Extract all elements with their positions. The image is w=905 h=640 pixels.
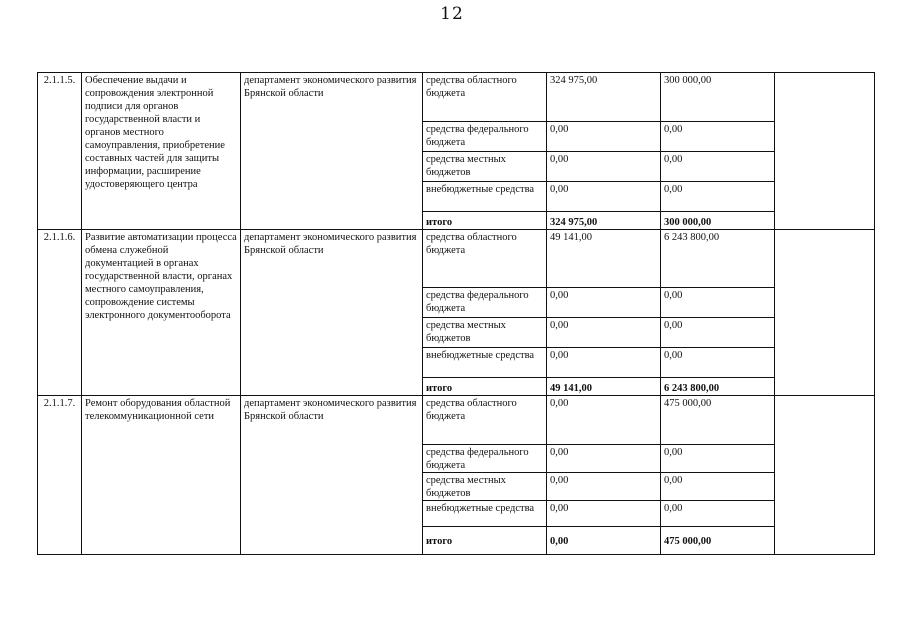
item-executor: департамент экономического развития Брянской области (241, 230, 423, 396)
amount-1: 0,00 (547, 396, 661, 445)
amount-1: 0,00 (547, 182, 661, 212)
total-label: итого (423, 212, 547, 230)
total-amount-1: 324 975,00 (547, 212, 661, 230)
table-row (38, 396, 875, 445)
amount-1: 0,00 (547, 318, 661, 348)
page-number: 12 (440, 4, 464, 24)
amount-2: 0,00 (661, 122, 775, 152)
item-name: Развитие автоматизации процесса обмена служебной документацией в органах государственной власти, органах местного самоуправления, сопровождение системы электронного документооборота (82, 230, 241, 396)
total-amount-2: 475 000,00 (661, 527, 775, 555)
funding-source: средства федерального бюджета (423, 288, 547, 318)
funding-source: внебюджетные средства (423, 348, 547, 378)
funding-source: средства местных бюджетов (423, 152, 547, 182)
item-name: Ремонт оборудования областной телекоммуникационной сети (82, 396, 241, 555)
amount-2: 6 243 800,00 (661, 230, 775, 288)
amount-1: 324 975,00 (547, 73, 661, 122)
funding-source: средства местных бюджетов (423, 473, 547, 501)
table-row (38, 230, 875, 288)
empty-cell (775, 230, 875, 396)
amount-1: 0,00 (547, 473, 661, 501)
funding-source: внебюджетные средства (423, 182, 547, 212)
funding-source: средства федерального бюджета (423, 122, 547, 152)
funding-source: средства федерального бюджета (423, 445, 547, 473)
amount-2: 0,00 (661, 473, 775, 501)
item-code: 2.1.1.5. (38, 73, 82, 230)
item-name: Обеспечение выдачи и сопровождения электронной подписи для органов государственной власти и органов местного самоуправления, приобретение составных частей для защиты информации, расширение удостоверяющего центра (82, 73, 241, 230)
total-amount-2: 6 243 800,00 (661, 378, 775, 396)
amount-1: 0,00 (547, 288, 661, 318)
table-row (38, 73, 875, 122)
item-code: 2.1.1.7. (38, 396, 82, 555)
funding-source: средства областного бюджета (423, 73, 547, 122)
item-executor: департамент экономического развития Брянской области (241, 73, 423, 230)
amount-2: 475 000,00 (661, 396, 775, 445)
amount-2: 300 000,00 (661, 73, 775, 122)
empty-cell (775, 396, 875, 555)
amount-2: 0,00 (661, 288, 775, 318)
item-code: 2.1.1.6. (38, 230, 82, 396)
amount-1: 0,00 (547, 152, 661, 182)
total-amount-1: 49 141,00 (547, 378, 661, 396)
amount-1: 0,00 (547, 501, 661, 527)
amount-1: 0,00 (547, 348, 661, 378)
total-label: итого (423, 527, 547, 555)
funding-source: внебюджетные средства (423, 501, 547, 527)
total-amount-1: 0,00 (547, 527, 661, 555)
amount-1: 49 141,00 (547, 230, 661, 288)
amount-2: 0,00 (661, 445, 775, 473)
total-label: итого (423, 378, 547, 396)
amount-1: 0,00 (547, 445, 661, 473)
empty-cell (775, 73, 875, 230)
funding-source: средства областного бюджета (423, 396, 547, 445)
total-amount-2: 300 000,00 (661, 212, 775, 230)
funding-source: средства областного бюджета (423, 230, 547, 288)
amount-2: 0,00 (661, 182, 775, 212)
amount-2: 0,00 (661, 318, 775, 348)
amount-2: 0,00 (661, 152, 775, 182)
item-executor: департамент экономического развития Брянской области (241, 396, 423, 555)
amount-2: 0,00 (661, 348, 775, 378)
amount-1: 0,00 (547, 122, 661, 152)
budget-table (37, 72, 875, 555)
amount-2: 0,00 (661, 501, 775, 527)
funding-source: средства местных бюджетов (423, 318, 547, 348)
